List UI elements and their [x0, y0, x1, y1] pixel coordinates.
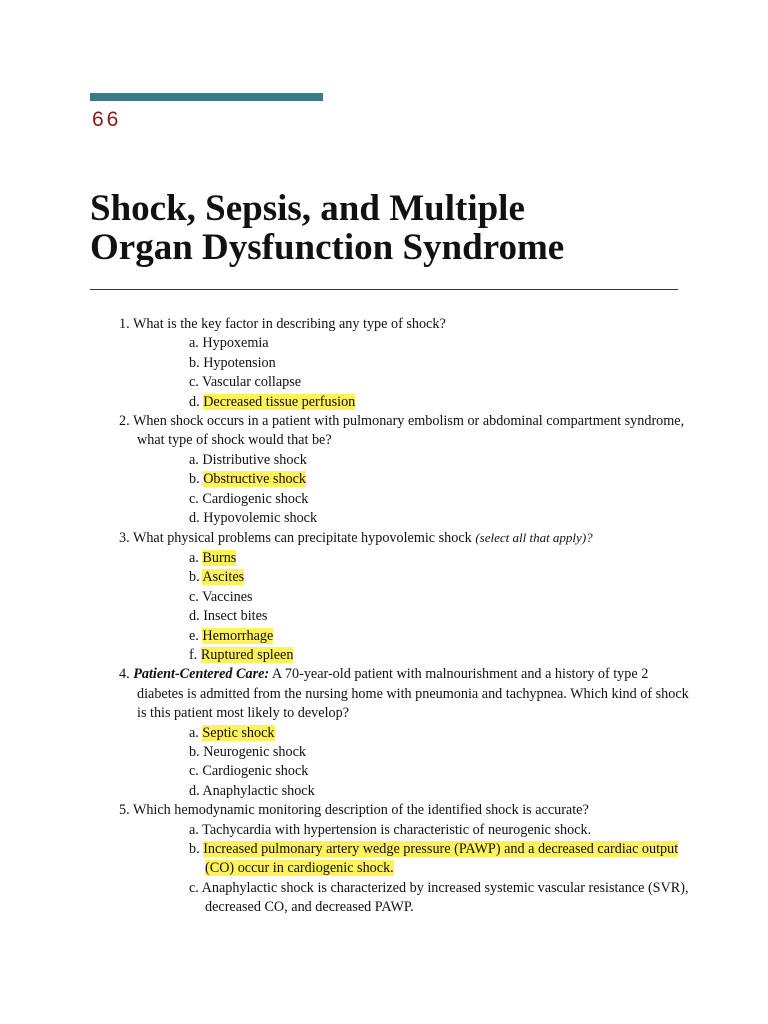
option-letter: f.: [189, 646, 198, 663]
answer-option: [119, 782, 689, 801]
question-text: When shock occurs in a patient with pulmonary embolism or abdominal compartment syndrome, what type of shock would that be?: [132, 413, 685, 449]
answer-option-correct: [119, 568, 689, 587]
chapter-accent-bar: [90, 93, 323, 101]
option-text: Anaphylactic shock: [202, 782, 315, 799]
chapter-title: [90, 189, 690, 267]
question-2: [119, 412, 689, 528]
option-letter: b.: [189, 840, 200, 857]
answer-option: [119, 879, 689, 918]
answer-option-correct: [119, 549, 689, 568]
option-letter: d.: [189, 393, 200, 410]
option-letter: b.: [189, 743, 200, 760]
question-1: [119, 315, 689, 412]
highlighted-answer: Decreased tissue perfusion: [203, 393, 356, 410]
question-number: 1.: [119, 316, 130, 332]
option-letter: c.: [189, 763, 199, 780]
option-letter: a.: [189, 451, 199, 468]
highlighted-answer: Ruptured spleen: [200, 646, 294, 663]
question-stem: [119, 801, 689, 820]
answer-option-correct: [119, 627, 689, 646]
answer-option: [119, 607, 689, 626]
question-note: (select all that apply)?: [475, 530, 593, 546]
option-letter: a.: [189, 724, 199, 741]
answer-option: [119, 762, 689, 781]
option-letter: e.: [189, 627, 199, 644]
option-text: Tachycardia with hypertension is characteristic of neurogenic shock.: [202, 821, 592, 838]
option-letter: c.: [189, 588, 199, 605]
option-letter: b.: [189, 354, 200, 371]
question-number: 4.: [119, 666, 130, 683]
answer-option-correct: [119, 724, 689, 743]
question-5: [119, 801, 689, 917]
chapter-title-line-1: Shock, Sepsis, and Multiple: [90, 188, 525, 229]
option-letter: c.: [189, 490, 199, 507]
option-text: Distributive shock: [202, 451, 307, 468]
answer-option-correct: [119, 646, 689, 665]
option-letter: c.: [189, 374, 199, 391]
title-divider: [90, 289, 678, 290]
answer-option: [119, 821, 689, 840]
question-text: Which hemodynamic monitoring description of the identified shock is accurate?: [132, 802, 589, 819]
question-4: [119, 665, 689, 801]
option-text: Cardiogenic shock: [202, 763, 309, 780]
option-text: Vascular collapse: [202, 374, 302, 391]
highlighted-answer: Obstructive shock: [203, 471, 307, 488]
option-letter: a.: [189, 821, 199, 838]
option-text: Hypotension: [203, 354, 276, 371]
answer-option: [119, 509, 689, 528]
question-3: [119, 528, 689, 665]
option-letter: c.: [189, 879, 199, 896]
option-letter: a.: [189, 549, 199, 566]
question-text: What physical problems can precipitate hypovolemic shock: [132, 530, 472, 547]
option-letter: d.: [189, 608, 200, 625]
answer-option: [119, 373, 689, 392]
chapter-number: 66: [92, 108, 122, 131]
answer-option-correct: [119, 393, 689, 412]
option-letter: b.: [189, 471, 200, 488]
question-number: 3.: [119, 530, 130, 547]
question-list: [119, 315, 689, 918]
question-stem: [119, 315, 689, 334]
answer-option-correct: [119, 470, 689, 489]
option-letter: b.: [189, 569, 200, 586]
answer-option: [119, 354, 689, 373]
question-text: A 70-year-old patient with malnourishment and a history of type 2 diabetes is admitted from the nursing home with pneumonia and tachypnea. Which kind of shock is this patient most likely to develop?: [137, 666, 689, 722]
answer-option: [119, 588, 689, 607]
question-number: 5.: [119, 802, 130, 819]
answer-option: [119, 451, 689, 470]
answer-option: [119, 334, 689, 353]
option-text: Insect bites: [203, 608, 268, 625]
option-letter: d.: [189, 782, 200, 799]
question-lead-in: Patient-Centered Care:: [133, 666, 270, 683]
answer-option-correct: [119, 840, 689, 879]
option-letter: a.: [189, 335, 199, 352]
highlighted-answer: Increased pulmonary artery wedge pressure (PAWP) and a decreased cardiac output (CO) occur in cardiogenic shock.: [203, 840, 679, 877]
question-text: What is the key factor in describing any type of shock?: [132, 316, 446, 332]
answer-option: [119, 490, 689, 509]
question-stem: [119, 665, 689, 723]
option-letter: d.: [189, 510, 200, 527]
question-stem: [119, 528, 689, 548]
question-stem: [119, 412, 689, 451]
option-text: Hypoxemia: [202, 335, 269, 352]
option-text: Vaccines: [202, 588, 253, 605]
highlighted-answer: Septic shock: [202, 724, 275, 741]
highlighted-answer: Hemorrhage: [202, 627, 274, 644]
option-text: Cardiogenic shock: [202, 490, 309, 507]
highlighted-answer: Ascites: [202, 569, 245, 586]
option-text: Anaphylactic shock is characterized by increased systemic vascular resistance (SVR), decreased CO, and decreased PAWP.: [201, 879, 689, 916]
option-text: Neurogenic shock: [203, 743, 307, 760]
question-number: 2.: [119, 413, 130, 430]
option-text: Hypovolemic shock: [203, 510, 318, 527]
answer-option: [119, 743, 689, 762]
chapter-title-line-2: Organ Dysfunction Syndrome: [90, 227, 565, 268]
highlighted-answer: Burns: [202, 549, 237, 566]
